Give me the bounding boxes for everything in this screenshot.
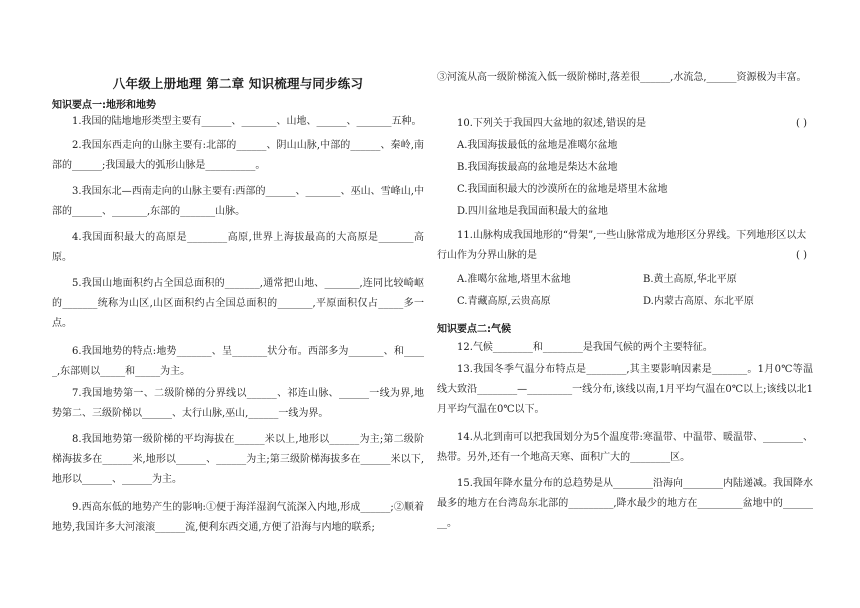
question-7: 7.我国地势第一、二级阶梯的分界线以______、祁连山脉、______一线为界,地势第二、三级阶梯以______、太行山脉,巫山,______一线为界。 bbox=[52, 388, 424, 419]
question-11 bbox=[437, 226, 813, 266]
answer-paren: ( ) bbox=[796, 118, 807, 129]
question-9-continued: ③河流从高一级阶梯流入低一级阶梯时,落差很______,水流急,______资源极为丰富。 bbox=[437, 72, 807, 83]
section-heading-climate: 知识要点二:气候 bbox=[437, 324, 511, 335]
question-8: 8.我国地势第一级阶梯的平均海拔在______米以上,地形以______为主;第二级阶梯海拔多在______米,地形以______、______为主;第三级阶梯海拔多在______米以下,地形以______、______为主。 bbox=[52, 434, 424, 485]
question-15: 15.我国年降水量分布的总趋势是从________沿海向________内陆递减。我国降水最多的地方在台湾岛东北部的_________,降水最少的地方在_________盆地中的________。 bbox=[437, 478, 813, 529]
answer-paren: ( ) bbox=[796, 250, 807, 261]
question-3: 3.我国东北—西南走向的山脉主要有:西部的______、_______、巫山、雪峰山,中部的______、_______,东部的_______山脉。 bbox=[52, 186, 424, 217]
question-1: 1.我国的陆地地形类型主要有______、_______、山地、______、_______五种。 bbox=[72, 116, 422, 127]
option-11-c: C.青藏高原,云贵高原 bbox=[457, 296, 551, 307]
question-6: 6.我国地势的特点:地势_______、呈_______状分布。西部多为_______、和_____,东部则以_____和_____为主。 bbox=[52, 346, 424, 377]
option-10-a: A.我国海拔最低的盆地是准噶尔盆地 bbox=[457, 140, 618, 151]
option-10-c: C.我国面积最大的沙漠所在的盆地是塔里木盆地 bbox=[457, 184, 668, 195]
question-12: 12.气候________和________是我国气候的两个主要特征。 bbox=[457, 342, 713, 353]
option-10-b: B.我国海拔最高的盆地是柴达木盆地 bbox=[457, 162, 618, 173]
question-10-stem: 10.下列关于我国四大盆地的叙述,错误的是 bbox=[457, 118, 647, 129]
option-11-a: A.准噶尔盆地,塔里木盆地 bbox=[457, 274, 571, 285]
option-11-b: B.黄土高原,华北平原 bbox=[643, 274, 737, 285]
question-13: 13.我国冬季气温分布特点是________,其主要影响因素是_______。1月0℃等温线大致沿________—_________一线分布,该线以南,1月平均气温在0℃以上;该线以北1月平均气温在0℃以下。 bbox=[437, 364, 813, 415]
question-9: 9.西高东低的地势产生的影响:①便于海洋湿润气流深入内地,形成______;②顺着地势,我国许多大河滚滚______流,便利东西交通,方便了沿海与内地的联系; bbox=[52, 502, 424, 533]
question-5: 5.我国山地面积约占全国总面积的_______,通常把山地、_______,连同比较崎岖的_______统称为山区,山区面积约占全国总面积的_______,平原面积仅占_____多一点。 bbox=[52, 278, 424, 329]
question-11-stem: 11.山脉构成我国地形的“骨架”,一些山脉常成为地形区分界线。下列地形区以太行山作为分界山脉的是 bbox=[437, 230, 807, 261]
question-10 bbox=[437, 114, 813, 134]
option-11-d: D.内蒙古高原、东北平原 bbox=[643, 296, 754, 307]
question-2: 2.我国东西走向的山脉主要有:北部的______、阴山山脉,中部的______、秦岭,南部的______;我国最大的弧形山脉是__________。 bbox=[52, 140, 424, 171]
question-4: 4.我国面积最大的高原是________高原,世界上海拔最高的大高原是_______高原。 bbox=[52, 232, 424, 263]
page-title: 八年级上册地理 第二章 知识梳理与同步练习 bbox=[112, 76, 364, 91]
option-10-d: D.四川盆地是我国面积最大的盆地 bbox=[457, 206, 608, 217]
section-heading-terrain: 知识要点一:地形和地势 bbox=[52, 100, 156, 111]
question-14: 14.从北到南可以把我国划分为5个温度带:寒温带、中温带、暖温带、________、热带。另外,还有一个地高天寒、面积广大的________区。 bbox=[437, 432, 813, 463]
